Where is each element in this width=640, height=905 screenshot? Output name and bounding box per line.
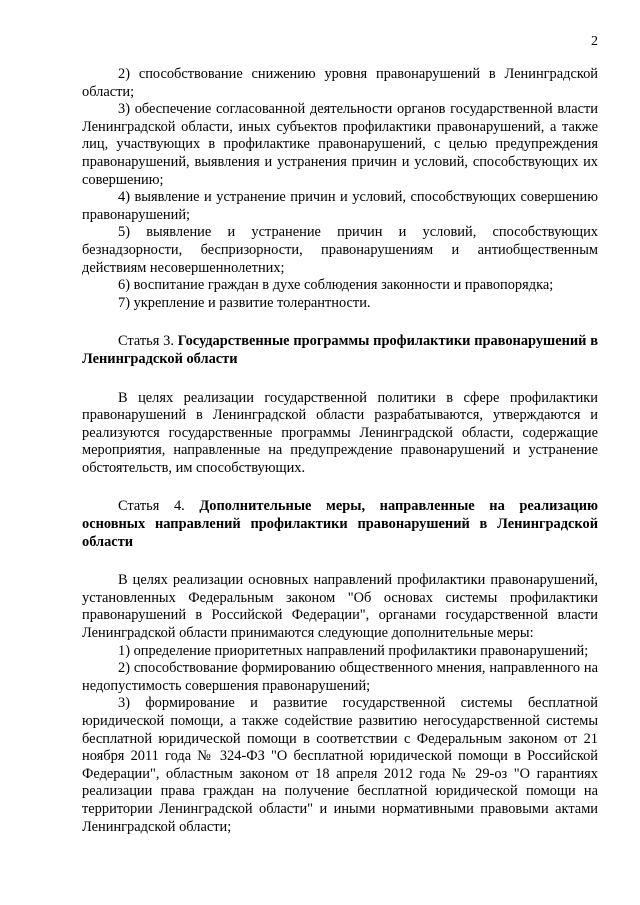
list-item: 7) укрепление и развитие толерантности. <box>118 294 371 311</box>
list-item: 2) способствование снижению уровня правонарушений в Ленинградской области; <box>82 66 598 100</box>
article-4-label: Статья 4. <box>118 498 185 515</box>
article-4-heading <box>82 498 598 551</box>
list-item: 6) воспитание граждан в духе соблюдения законности и правопорядка; <box>118 277 554 294</box>
list-item: 1) определение приоритетных направлений профилактики правонарушений; <box>118 642 589 659</box>
article-3-heading <box>82 333 598 368</box>
article-4-title: Дополнительные меры, направленные на реализацию основных направлений профилактики правонарушений в Ленинградской области <box>82 498 598 550</box>
list-item: 3) обеспечение согласованной деятельности органов государственной власти Ленинградской области, иных субъектов профилактики правонарушений, а также лиц, участвующих в профилактике правонарушений, с целью предупреждения правонарушений, выявления и устранения причин и условий, способствующих их совершению; <box>82 101 598 188</box>
list-item: 5) выявление и устранение причин и условий, способствующих безнадзорности, беспризорности, правонарушениям и антиобщественным действиям несовершеннолетних; <box>82 224 598 276</box>
article-3-title: Государственные программы профилактики правонарушений в Ленинградской области <box>82 333 598 367</box>
article-3-text: В целях реализации государственной политики в сфере профилактики правонарушений в Ленинградской области разрабатываются, утверждаются и реализуются государственные программы Ленинградской области, содержащие мероприятия, направленные на предупреждение правонарушений и устранение обстоятельств, им способствующих. <box>82 389 598 476</box>
list-item: 4) выявление и устранение причин и условий, способствующих совершению правонарушений; <box>82 189 598 223</box>
list-item: 2) способствование формированию общественного мнения, направленного на недопустимость совершения правонарушений; <box>82 660 598 694</box>
list-item: 3) формирование и развитие государственной системы бесплатной юридической помощи, а также содействие развитию негосударственной системы бесплатной юридической помощи в соответствии с Федеральным законом от 21 ноября 2011 года № 324-ФЗ "О бесплатной юридической помощи в Российской Федерации", областным законом от 18 апреля 2012 года № 29-оз "О гарантиях реализации права граждан на получение бесплатной юридической помощи на территории Ленинградской области" и иными нормативными правовыми актами Ленинградской области; <box>82 695 598 835</box>
article-4-intro: В целях реализации основных направлений профилактики правонарушений, установленных Федеральным законом "Об основах системы профилактики правонарушений в Российской Федерации", органами государственной власти Ленинградской области принимаются следующие дополнительные меры: <box>82 572 598 642</box>
article-3-label: Статья 3. <box>118 333 174 350</box>
page-number: 2 <box>591 34 598 49</box>
document-body <box>82 66 598 836</box>
